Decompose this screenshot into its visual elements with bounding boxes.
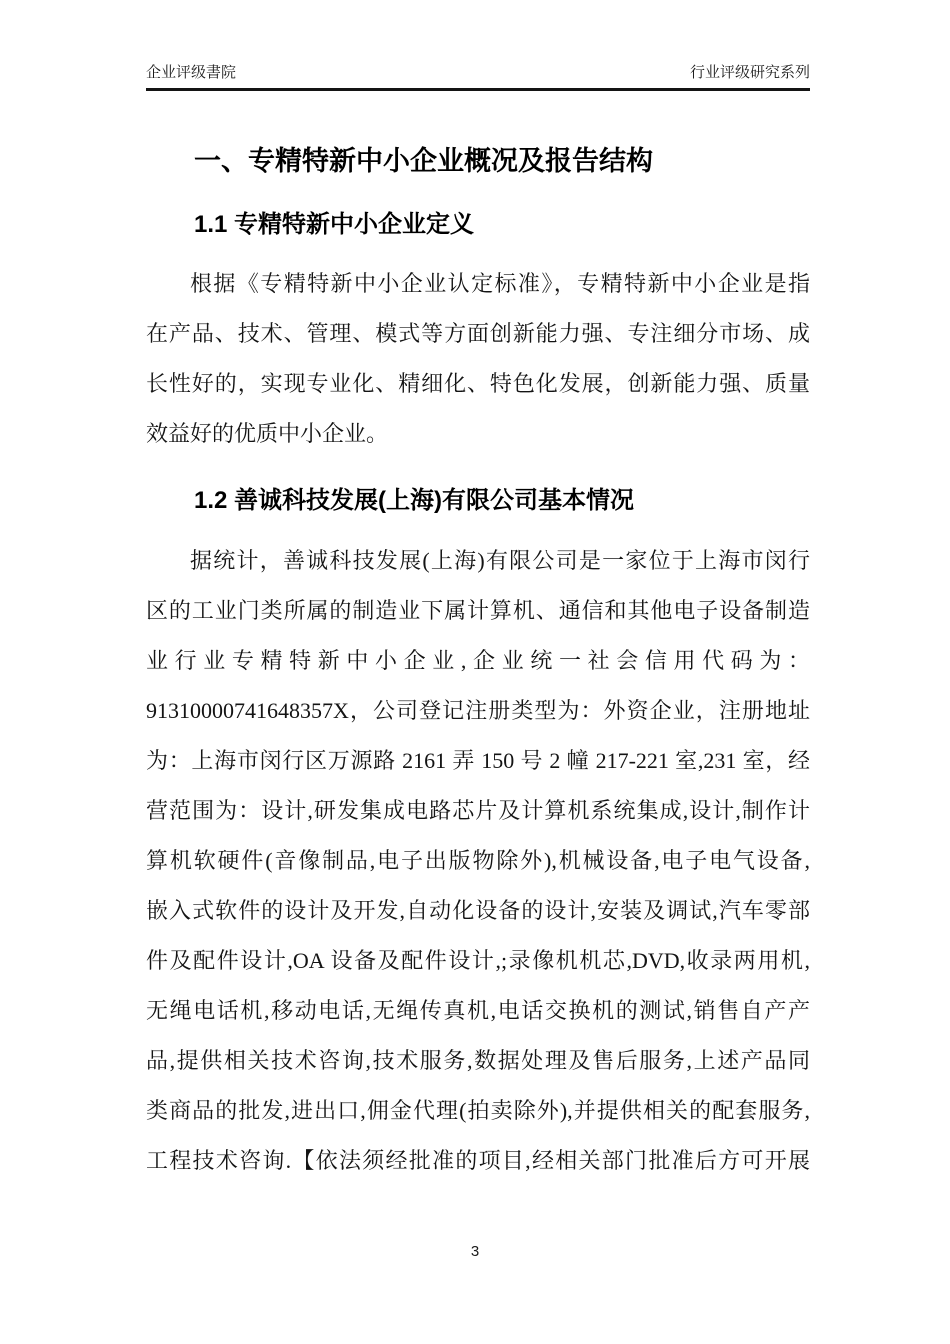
header-left-label: 企业评级書院 — [146, 64, 237, 81]
paragraph-line: 据统计，善诚科技发展(上海)有限公司是一家位于上海市闵行 — [190, 548, 810, 573]
paragraph-line: 工程技术咨询.【依法须经批准的项目,经相关部门批准后方可开展 — [146, 1148, 810, 1173]
paragraph-line: 品,提供相关技术咨询,技术服务,数据处理及售后服务,上述产品同 — [146, 1048, 810, 1073]
subsection-heading-1-1: 1.1 专精特新中小企业定义 — [194, 211, 475, 238]
subsection-heading-1-2: 1.2 善诚科技发展(上海)有限公司基本情况 — [194, 487, 635, 514]
header-right-label: 行业评级研究系列 — [689, 64, 810, 81]
paragraph-definition — [146, 259, 810, 459]
paragraph-line: 类商品的批发,进出口,佣金代理(拍卖除外),并提供相关的配套服务, — [146, 1098, 810, 1123]
paragraph-line: 长性好的，实现专业化、精细化、特色化发展，创新能力强、质量 — [146, 371, 810, 396]
section-heading-1: 一、专精特新中小企业概况及报告结构 — [194, 146, 653, 176]
paragraph-line: 区的工业门类所属的制造业下属计算机、通信和其他电子设备制造 — [146, 598, 810, 623]
paragraph-line: 91310000741648357X，公司登记注册类型为：外资企业，注册地址 — [146, 698, 810, 723]
paragraph-line: 营范围为：设计,研发集成电路芯片及计算机系统集成,设计,制作计 — [146, 798, 810, 823]
paragraph-company-info — [146, 536, 810, 1186]
paragraph-line: 在产品、技术、管理、模式等方面创新能力强、专注细分市场、成 — [146, 321, 810, 346]
page-number: 3 — [470, 1243, 480, 1260]
paragraph-line: 业行业专精特新中小企业,企业统一社会信用代码为： — [146, 648, 810, 673]
paragraph-line: 算机软硬件(音像制品,电子出版物除外),机械设备,电子电气设备, — [146, 848, 810, 873]
paragraph-line: 为：上海市闵行区万源路 2161 弄 150 号 2 幢 217-221 室,231 室，经 — [146, 748, 810, 773]
paragraph-line: 无绳电话机,移动电话,无绳传真机,电话交换机的测试,销售自产产 — [146, 998, 810, 1023]
paragraph-line: 嵌入式软件的设计及开发,自动化设备的设计,安装及调试,汽车零部 — [146, 898, 810, 923]
paragraph-line: 效益好的优质中小企业。 — [146, 421, 389, 446]
paragraph-line: 件及配件设计,OA 设备及配件设计,;录像机机芯,DVD,收录两用机, — [146, 948, 810, 973]
page-header — [146, 62, 810, 91]
paragraph-line: 根据《专精特新中小企业认定标准》，专精特新中小企业是指 — [190, 271, 810, 296]
